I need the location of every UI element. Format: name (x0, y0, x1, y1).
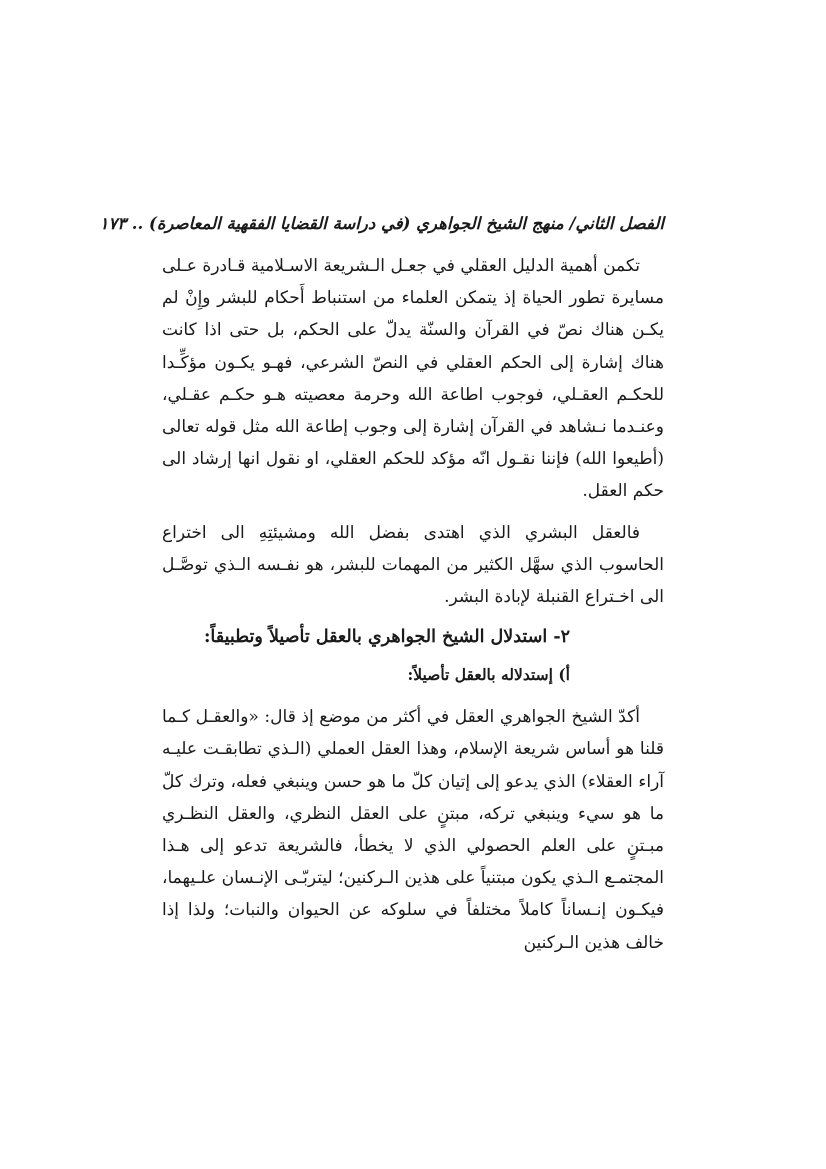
body-paragraph-1: تكمن أهمية الدليل العقلي في جعـل الـشريعة الاسـلامية قـادرة عـلى مسايرة تطور الحياة إذ يتمكن العلماء من استنباط أَحكام للبشر وإِنْ لم يكـن هناك نصّ في القرآن والسنّة يدلّ على الحكم، بل حتى اذا كانت هناك إشارة إلى الحكم العقلي في النصّ الشرعي، فهـو يكـون مؤكِّـدا للحكـم العقـلي، فوجوب اطاعة الله وحرمة معصيته هـو حكـم عقـلي، وعنـدما نـشاهد في القرآن إشارة إلى وجوب إطاعة الله مثل قوله تعالى (أطيعوا الله) فإننا نقـول انّه مؤكد للحكم العقلي، او نقول انها إرشاد الى حكم العقل. (162, 256, 664, 502)
running-header: الفصل الثاني/ منهج الشيخ الجواهري (في دراسة القضايا الفقهية المعاصرة) .. ١٧٣ (99, 214, 664, 233)
body-paragraph-2: فالعقل البشري الذي اهتدى بفضل الله ومشيئتِهِ الى اختراع الحاسوب الذي سهَّل الكثير من المهمات للبشر، هو نفـسه الـذي توصَّـل الى اخـتراع القنبلة لإبادة البشر. (162, 522, 664, 608)
book-page (99, 208, 664, 959)
section-heading: ٢- استدلال الشيخ الجواهري بالعقل تأصيلاً وتطبيقاً: (203, 627, 570, 648)
subsection-heading: أ) إستدلاله بالعقل تأصيلاً: (407, 665, 570, 685)
body-paragraph-3: أكدّ الشيخ الجواهري العقل في أكثر من موضع إذ قال: «والعقـل كـما قلنا هو أساس شريعة الإسلام، وهذا العقل العملي (الـذي تطابقـت عليـه آراء العقلاء) الذي يدعو إلى إتيان كلّ ما هو حسن وينبغي فعله، وترك كلّ ما هو سيء وينبغي تركه، مبتنٍ على العقل النظري، والعقل النظـري مبـتنٍ على العلم الحصولي الذي لا يخطأ، فالشريعة تدعو إلى هـذا المجتمـع الـذي يكون مبتنياً على هذين الـركنين؛ ليتربّـى الإنـسان علـيهما، فيكـون إنـساناً كاملاً مختلفاً في سلوكه عن الحيوان والنبات؛ ولذا إذا خالف هذين الـركنين (162, 707, 664, 953)
